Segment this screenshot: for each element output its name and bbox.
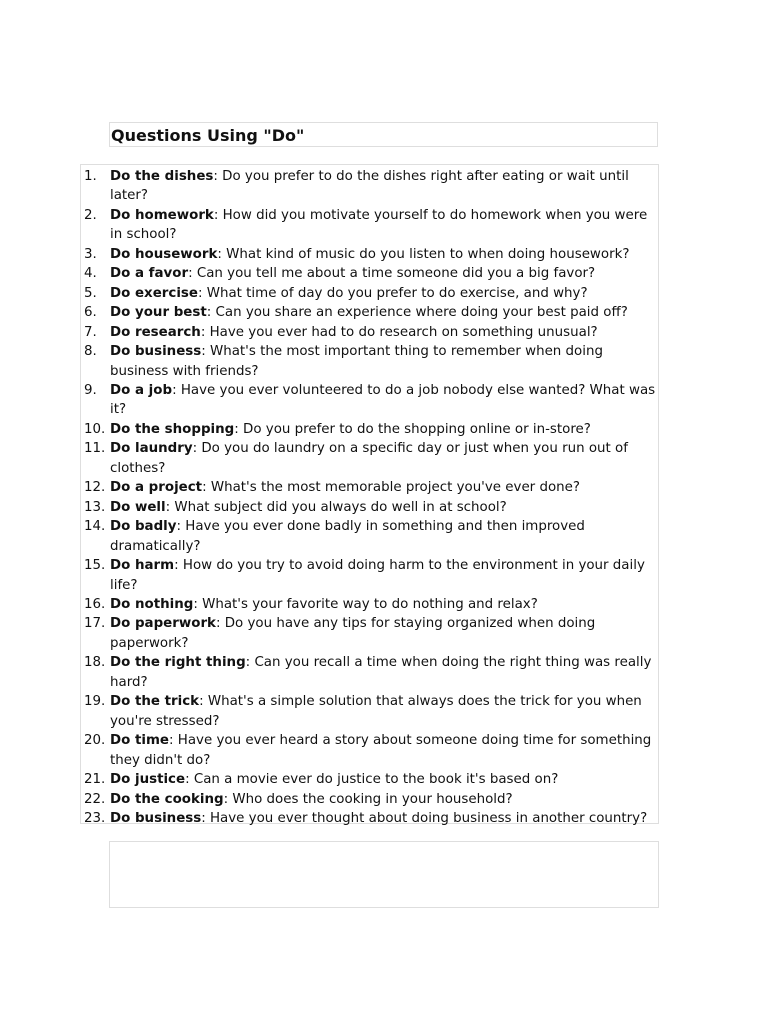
item-question: : Have you ever had to do research on something unusual? (200, 324, 598, 340)
item-question: : How did you motivate yourself to do homework when you were in school? (110, 207, 648, 243)
list-item (81, 439, 658, 478)
item-question: : What kind of music do you listen to when doing housework? (217, 246, 630, 262)
item-term: Do the dishes (110, 169, 214, 184)
empty-text-box (109, 841, 659, 908)
item-question: : What time of day do you prefer to do exercise, and why? (197, 285, 588, 301)
list-item (81, 595, 658, 614)
item-number: 17. (84, 616, 106, 632)
item-number: 12. (84, 480, 106, 496)
list-item (81, 167, 658, 206)
item-number: 15. (84, 558, 106, 574)
question-list (81, 165, 658, 828)
item-term: Do your best (110, 305, 207, 321)
item-question: : What's the most important thing to remember when doing business with friends? (110, 344, 603, 379)
list-item (81, 498, 658, 517)
item-term: Do a project (110, 480, 203, 496)
item-question: : What's the most memorable project you've ever done? (202, 480, 580, 496)
item-number: 1. (84, 169, 97, 184)
item-question: : Who does the cooking in your household? (223, 791, 513, 807)
item-number: 22. (84, 791, 106, 807)
list-item (81, 323, 658, 342)
item-question: : What's a simple solution that always does the trick for you when you're stressed? (110, 694, 642, 729)
item-number: 9. (84, 382, 97, 398)
item-term: Do a job (110, 382, 173, 398)
question-list-box (80, 164, 659, 824)
item-number: 3. (84, 246, 97, 262)
list-item (81, 478, 658, 497)
list-item (81, 517, 658, 556)
item-term: Do laundry (110, 441, 193, 457)
item-term: Do business (110, 344, 202, 360)
item-term: Do harm (110, 558, 175, 574)
item-number: 7. (84, 324, 97, 340)
list-item (81, 731, 658, 770)
item-question: : Do you prefer to do the shopping online or in-store? (234, 421, 591, 437)
item-term: Do research (110, 324, 201, 340)
item-number: 6. (84, 305, 97, 321)
item-question: : Can you tell me about a time someone did you a big favor? (188, 266, 596, 282)
item-number: 23. (84, 810, 106, 826)
item-term: Do business (110, 810, 202, 826)
item-number: 4. (84, 266, 97, 282)
item-number: 14. (84, 519, 106, 535)
item-term: Do the trick (110, 694, 200, 710)
item-term: Do the shopping (110, 421, 235, 437)
item-question: : What subject did you always do well in at school? (165, 499, 507, 515)
list-item (81, 420, 658, 439)
list-item (81, 770, 658, 789)
item-term: Do a favor (110, 266, 189, 282)
item-term: Do exercise (110, 285, 198, 301)
list-item (81, 206, 658, 245)
item-number: 11. (84, 441, 106, 457)
item-question: : Do you do laundry on a specific day or just when you run out of clothes? (110, 441, 628, 476)
item-term: Do the cooking (110, 791, 224, 807)
list-item (81, 692, 658, 731)
item-number: 5. (84, 285, 97, 301)
item-question: : How do you try to avoid doing harm to the environment in your daily life? (110, 558, 645, 593)
item-term: Do paperwork (110, 616, 216, 632)
list-item (81, 342, 658, 381)
item-question: : Have you ever heard a story about someone doing time for something they didn't do? (110, 733, 652, 768)
list-item (81, 381, 658, 420)
list-item (81, 284, 658, 303)
item-term: Do badly (110, 519, 177, 535)
item-question: : What's your favorite way to do nothing and relax? (193, 596, 538, 612)
item-number: 20. (84, 733, 106, 749)
item-question: : Can you recall a time when doing the right thing was really hard? (110, 655, 652, 690)
item-term: Do justice (110, 772, 186, 788)
item-question: : Do you have any tips for staying organized when doing paperwork? (110, 616, 596, 651)
list-item (81, 614, 658, 653)
item-term: Do the right thing (110, 655, 246, 671)
item-number: 10. (84, 421, 106, 437)
item-question: : Do you prefer to do the dishes right after eating or wait until later? (110, 169, 629, 204)
item-term: Do time (110, 733, 170, 749)
list-item (81, 809, 658, 828)
list-item (81, 790, 658, 809)
list-item (81, 653, 658, 692)
item-number: 21. (84, 772, 106, 788)
list-item (81, 556, 658, 595)
list-item (81, 303, 658, 322)
item-question: : Have you ever volunteered to do a job nobody else wanted? What was it? (110, 382, 656, 418)
item-term: Do nothing (110, 596, 194, 612)
item-number: 2. (84, 207, 97, 223)
item-number: 18. (84, 655, 106, 671)
item-question: : Have you ever done badly in something and then improved dramatically? (110, 519, 585, 554)
item-term: Do homework (110, 207, 214, 223)
item-term: Do well (110, 499, 166, 515)
item-number: 13. (84, 499, 106, 515)
title-box (109, 122, 658, 147)
item-question: : Have you ever thought about doing business in another country? (201, 810, 648, 826)
item-number: 16. (84, 596, 106, 612)
page-title: Questions Using "Do" (111, 126, 305, 145)
item-number: 8. (84, 344, 97, 360)
item-number: 19. (84, 694, 106, 710)
item-term: Do housework (110, 246, 218, 262)
item-question: : Can you share an experience where doing your best paid off? (206, 305, 628, 321)
list-item (81, 245, 658, 264)
item-question: : Can a movie ever do justice to the book it's based on? (185, 772, 559, 788)
list-item (81, 264, 658, 283)
